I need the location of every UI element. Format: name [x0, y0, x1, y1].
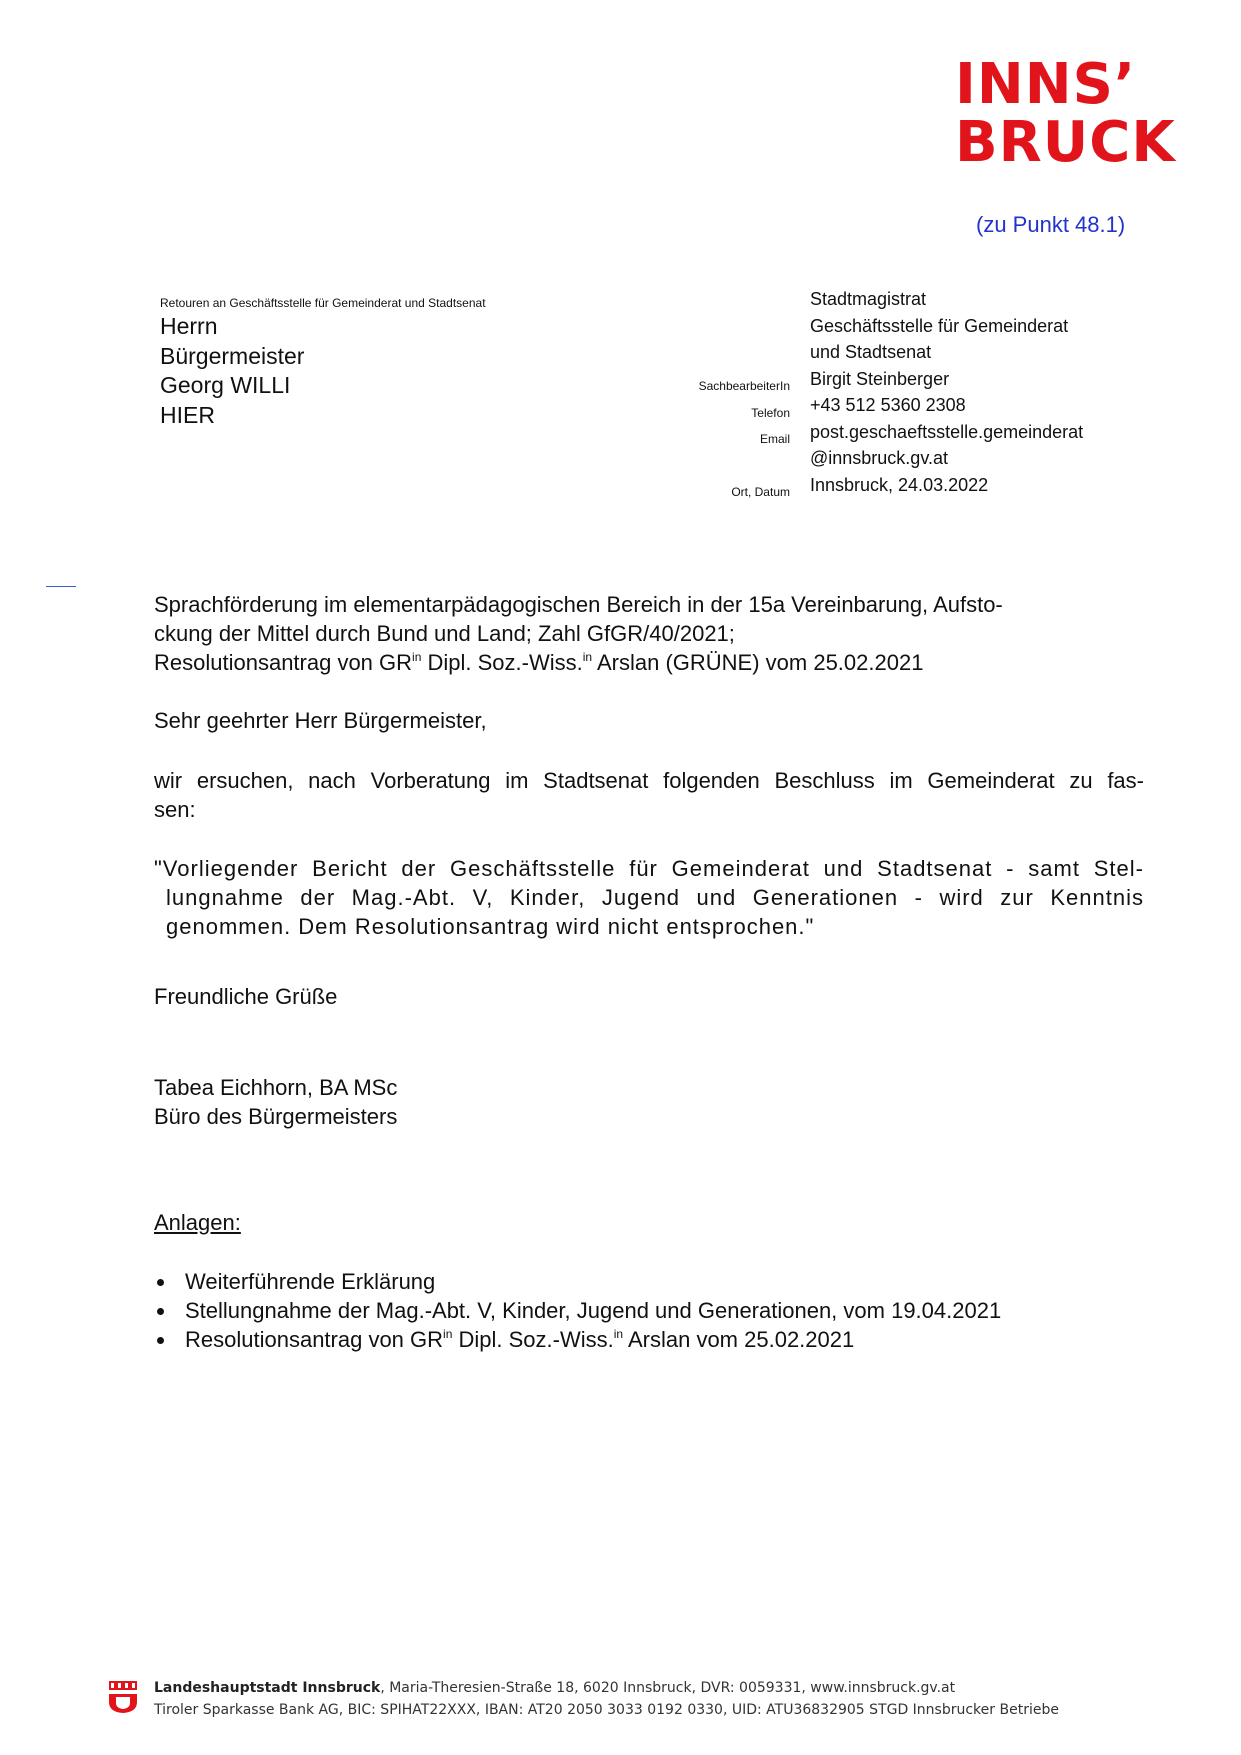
logo-line-2: BRUCK — [955, 110, 1176, 175]
footer-line: Landeshauptstadt Innsbruck, Maria-Theresien-Straße 18, 6020 Innsbruck, DVR: 0059331, www.innsbruck.gv.at — [154, 1680, 956, 1696]
recipient-line: Bürgermeister — [160, 342, 305, 369]
attachments-list — [154, 1267, 1001, 1354]
recipient-line: HIER — [160, 401, 215, 428]
subject-line: Sprachförderung im elementarpädagogischen Bereich in der 15a Vereinbarung, Aufsto- — [154, 592, 1003, 617]
resolution-line: genommen. Dem Resolutionsantrag wird nicht entsprochen." — [166, 914, 815, 939]
paragraph-line: wir ersuchen, nach Vorberatung im Stadtsenat folgenden Beschluss im Gemeinderat zu fas- — [154, 768, 1144, 793]
city-emblem-icon — [108, 1680, 138, 1714]
signer-office: Büro des Bürgermeisters — [154, 1104, 398, 1129]
fold-mark — [46, 586, 76, 587]
subject-line: ckung der Mittel durch Bund und Land; Zahl GfGR/40/2021; — [154, 621, 735, 646]
footer — [154, 1677, 1059, 1721]
recipient-line: Georg WILLI — [160, 372, 291, 398]
list-item: Weiterführende Erklärung — [154, 1267, 1001, 1296]
paragraph-line: sen: — [154, 797, 196, 822]
sender-department: Geschäftsstelle für Gemeinderat — [810, 315, 1069, 336]
closing: Freundliche Grüße — [154, 984, 338, 1009]
return-address: Retouren an Geschäftsstelle für Gemeinderat und Stadtsenat — [160, 296, 486, 310]
list-item: Resolutionsantrag von $GR^{in}$ Dipl. Soz.-Wiss.$^{in}$ Arslan vom 25.02.2021 — [154, 1325, 1001, 1354]
sender-department: Stadtmagistrat — [810, 289, 927, 309]
phone-number: +43 512 5360 2308 — [810, 395, 966, 415]
footer-line: Tiroler Sparkasse Bank AG, BIC: SPIHAT22XXX, IBAN: AT20 2050 3033 0192 0330, UID: ATU36832905 STGD Innsbrucker Betriebe — [154, 1702, 1059, 1718]
sender-block — [810, 286, 1083, 498]
sender-department: und Stadtsenat — [810, 342, 932, 362]
email-address: post.geschaeftsstelle.gemeinderat — [810, 421, 1084, 442]
recipient-address — [160, 312, 304, 430]
field-label-empty — [640, 453, 790, 480]
salutation: Sehr geehrter Herr Bürgermeister, — [154, 708, 487, 733]
resolution-text — [154, 854, 1144, 941]
field-label-email: Email — [759, 432, 790, 446]
email-domain: @innsbruck.gv.at — [810, 448, 948, 468]
logo-line-1: INNS’ — [955, 52, 1137, 117]
subject-line: Resolutionsantrag von $GR^{in}$ Dipl. Soz.-Wiss.$^{in}$ Arslan (GRÜNE) vom 25.02.2021 — [154, 650, 924, 675]
field-label-place-date: Ort, Datum — [731, 485, 790, 499]
innsbruck-logo — [955, 52, 1195, 176]
place-date: Innsbruck, 24.03.2022 — [810, 474, 989, 495]
attachments-title: Anlagen: — [154, 1210, 241, 1235]
field-label-phone: Telefon — [751, 405, 790, 420]
agenda-reference: (zu Punkt 48.1) — [976, 212, 1126, 237]
recipient-line: Herrn — [160, 313, 218, 339]
field-label-clerk: SachbearbeiterIn — [698, 379, 790, 393]
clerk-name: Birgit Steinberger — [810, 368, 950, 389]
resolution-line: lungnahme der Mag.-Abt. V, Kinder, Jugend und Generationen - wird zur Kenntnis — [166, 885, 1144, 910]
list-item: Stellungnahme der Mag.-Abt. V, Kinder, Jugend und Generationen, vom 19.04.2021 — [154, 1296, 1001, 1325]
signature-block — [154, 1073, 397, 1131]
signer-name: Tabea Eichhorn, BA MSc — [154, 1075, 398, 1100]
subject — [154, 590, 1144, 677]
resolution-line: "Vorliegender Bericht der Geschäftsstelle für Gemeinderat und Stadtsenat - samt Stel- — [154, 856, 1144, 881]
request-paragraph — [154, 766, 1144, 824]
sender-field-labels — [640, 373, 790, 506]
